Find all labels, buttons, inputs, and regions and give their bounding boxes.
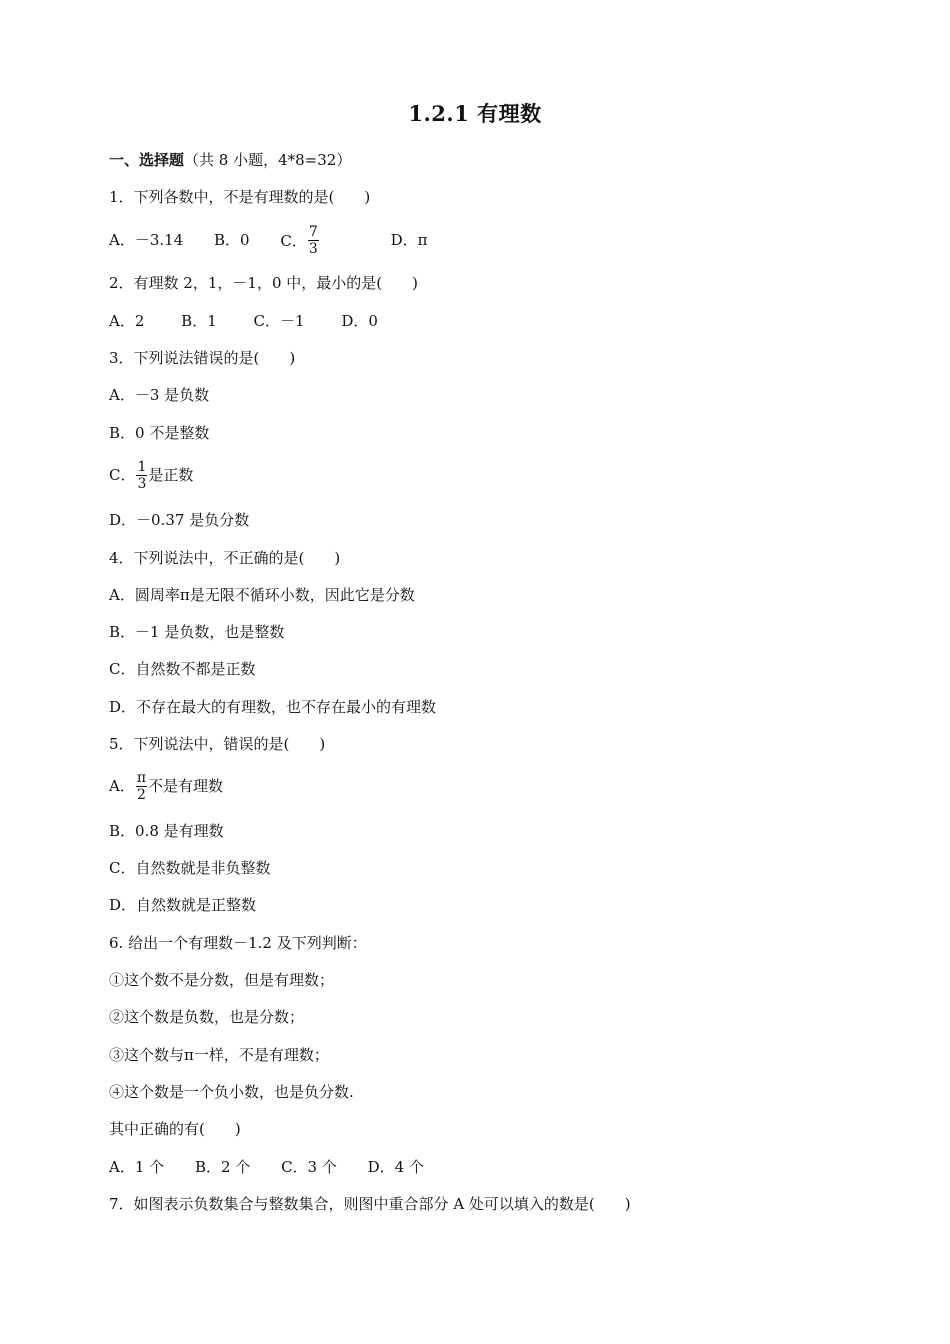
question-4-paren-close: ) [334, 549, 341, 567]
question-4-stem [109, 548, 340, 568]
q6-statement-2: ②这个数是负数，也是分数； [109, 1008, 305, 1026]
question-6-stem: 6. 给出一个有理数－1.2 及下列判断： [109, 934, 367, 952]
fraction-denominator: 2 [136, 786, 146, 803]
q6-option-c: C．3 个 [281, 1158, 337, 1176]
question-3-stem [109, 348, 295, 368]
fraction-numerator: π [136, 769, 147, 786]
question-3-text: 3．下列说法错误的是( [109, 349, 260, 367]
q3-option-c [109, 456, 193, 493]
question-1-paren-close: ) [364, 188, 371, 206]
q1-option-c-fraction [308, 224, 319, 257]
question-3-paren-close: ) [289, 349, 296, 367]
q1-option-b: B．0 [214, 231, 250, 249]
q5-option-a-text: 不是有理数 [148, 777, 224, 795]
q6-option-a: A．1 个 [109, 1158, 165, 1176]
q6-statement-3: ③这个数与π一样，不是有理数； [109, 1046, 329, 1064]
q2-option-b: B．1 [181, 312, 217, 330]
question-2-text: 2．有理数 2，1，－1，0 中，最小的是( [109, 274, 383, 292]
q6-paren-close: ) [234, 1120, 241, 1138]
question-6-options [109, 1157, 424, 1177]
q3-option-a: A．－3 是负数 [109, 386, 210, 404]
q5-option-a-fraction [136, 770, 147, 803]
q5-option-c: C．自然数就是非负整数 [109, 859, 271, 877]
q5-option-a-label: A． [109, 777, 135, 795]
fraction-numerator: 1 [137, 458, 147, 475]
q1-option-c-label: C． [280, 231, 307, 250]
q1-option-d: D．π [390, 231, 428, 249]
section-heading-text: 一、选择题 [109, 151, 185, 169]
q5-option-b: B．0.8 是有理数 [109, 822, 224, 840]
section-note: （共 8 小题，4*8=32） [184, 151, 352, 169]
q3-option-d: D．－0.37 是负分数 [109, 511, 250, 529]
question-2-paren-close: ) [412, 274, 418, 292]
question-7-paren-close: ) [624, 1195, 631, 1213]
q3-option-c-text: 是正数 [148, 466, 194, 484]
q1-option-c [280, 222, 319, 259]
q6-question-text: 其中正确的有( [109, 1120, 205, 1138]
q6-statement-1: ①这个数不是分数，但是有理数； [109, 971, 335, 989]
q4-option-b: B．－1 是负数，也是整数 [109, 623, 285, 641]
question-5-paren-close: ) [319, 735, 326, 753]
question-2-stem [109, 273, 418, 293]
question-7-stem [109, 1194, 631, 1214]
q4-option-a: A．圆周率π是无限不循环小数，因此它是分数 [109, 586, 415, 604]
question-1-options [109, 221, 427, 259]
q6-question [109, 1119, 241, 1139]
question-1-stem [109, 187, 370, 207]
q6-option-b: B．2 个 [194, 1158, 251, 1176]
question-5-text: 5．下列说法中，错误的是( [109, 735, 290, 753]
q2-option-c: C．－1 [253, 312, 305, 330]
page-title: 1.2.1 有理数 [408, 101, 542, 126]
question-7-text: 7．如图表示负数集合与整数集合，则图中重合部分 A 处可以填入的数是( [109, 1195, 595, 1213]
q3-option-b: B．0 不是整数 [109, 424, 210, 442]
question-1-text: 1．下列各数中，不是有理数的是( [109, 188, 335, 206]
question-4-text: 4．下列说法中，不正确的是( [109, 549, 305, 567]
q2-option-d: D．0 [341, 312, 378, 330]
q5-option-a [109, 767, 223, 804]
fraction-denominator: 3 [137, 475, 147, 492]
question-2-options [109, 311, 378, 331]
q6-option-d: D．4 个 [367, 1158, 424, 1176]
q3-option-c-fraction [136, 459, 147, 492]
q6-statement-4: ④这个数是一个负小数，也是负分数. [109, 1083, 354, 1101]
q1-option-a: A．－3.14 [109, 231, 184, 249]
q3-option-c-label: C． [109, 466, 136, 484]
question-5-stem [109, 734, 325, 754]
fraction-denominator: 3 [308, 241, 318, 257]
q5-option-d: D．自然数就是正整数 [109, 896, 257, 914]
q4-option-d: D．不存在最大的有理数，也不存在最小的有理数 [109, 698, 437, 716]
q2-option-a: A．2 [109, 312, 145, 330]
q4-option-c: C．自然数不都是正数 [109, 660, 256, 678]
section-heading [109, 150, 351, 170]
fraction-numerator: 7 [308, 224, 318, 240]
